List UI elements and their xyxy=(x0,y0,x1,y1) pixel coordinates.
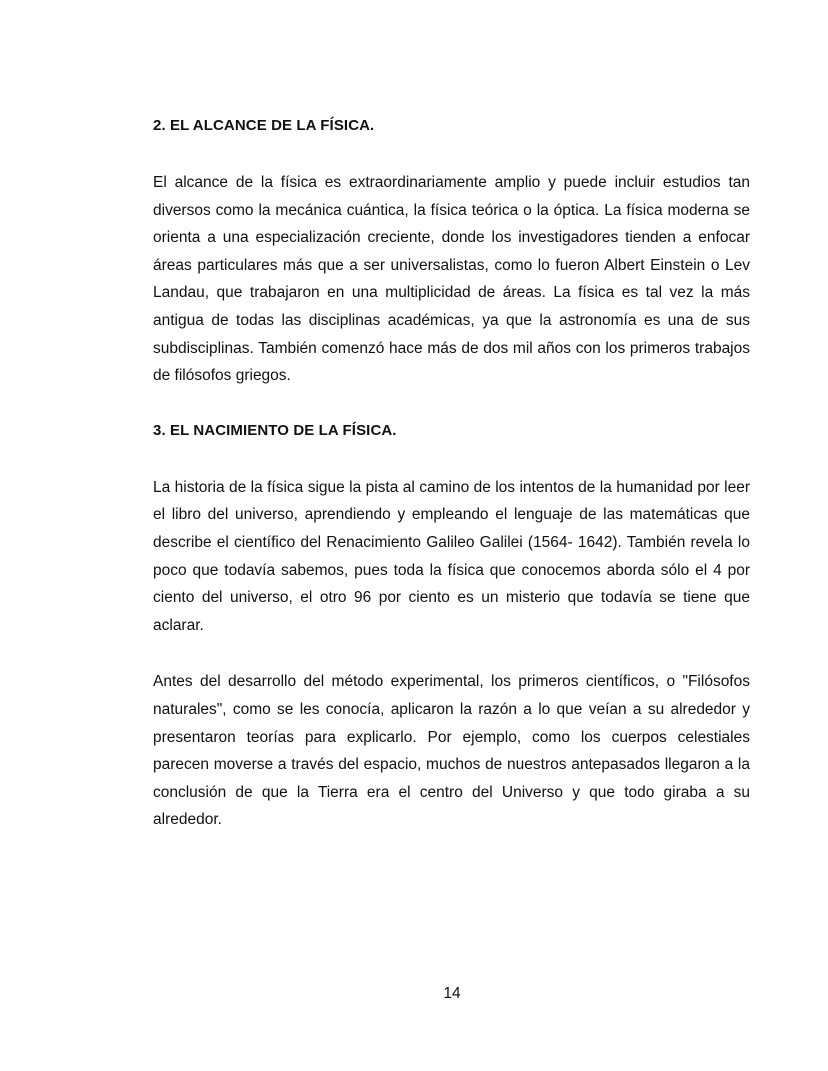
section-heading: 3. EL NACIMIENTO DE LA FÍSICA. xyxy=(153,421,397,439)
page-content xyxy=(153,116,750,834)
paragraph: Antes del desarrollo del método experimental, los primeros científicos, o "Filósofos naturales", como se les conocía, aplicaron la razón a lo que veían a su alrededor y presentaron teorías para explicarlo. Por ejemplo, como los cuerpos celestiales parecen moverse a través del espacio, muchos de nuestros antepasados llegaron a la conclusión de que la Tierra era el centro del Universo y que todo giraba a su alrededor. xyxy=(153,673,750,829)
page-number: 14 xyxy=(443,985,461,1002)
section-heading: 2. EL ALCANCE DE LA FÍSICA. xyxy=(153,117,375,134)
section-nacimiento xyxy=(153,421,750,834)
paragraph: La historia de la física sigue la pista al camino de los intentos de la humanidad por leer el libro del universo, aprendiendo y empleando el lenguaje de las matemáticas que describe el científico del Renacimiento Galileo Galilei (1564- 1642). También revela lo poco que todavía sabemos, pues toda la física que conocemos aborda sólo el 4 por ciento del universo, el otro 96 por ciento es un misterio que todavía se tiene que aclarar. xyxy=(153,478,750,634)
paragraph: El alcance de la física es extraordinariamente amplio y puede incluir estudios tan diversos como la mecánica cuántica, la física teórica o la óptica. La física moderna se orienta a una especialización creciente, donde los investigadores tienden a enfocar áreas particulares más que a ser universalistas, como lo fueron Albert Einstein o Lev Landau, que trabajaron en una multiplicidad de áreas. La física es tal vez la más antigua de todas las disciplinas académicas, ya que la astronomía es una de sus subdisciplinas. También comenzó hace más de dos mil años con los primeros trabajos de filósofos griegos. xyxy=(153,174,750,385)
section-alcance xyxy=(153,116,750,390)
